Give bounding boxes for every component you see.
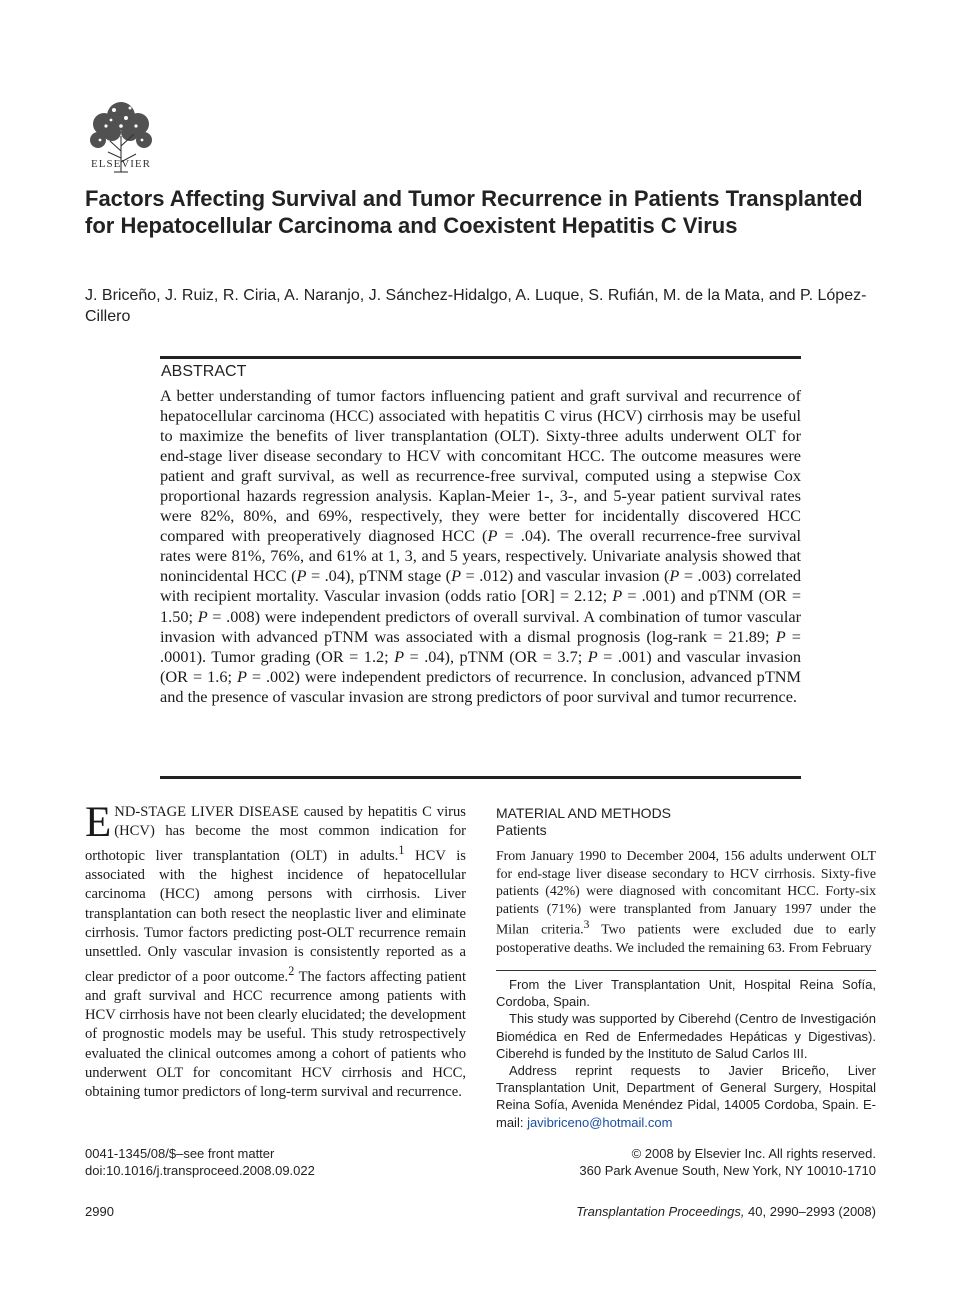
correspondence-note: Address reprint requests to Javier Briceño, Liver Transplantation Unit, Department of General Surgery, Hospital Reina Sofía, Avenida Menéndez Pidal, 14005 Cordoba, Spain. E-mail: javibriceno@hotmail.com — [496, 1063, 876, 1130]
lead-in-caps: ND-STAGE LIVER DISEASE — [114, 804, 299, 820]
reference-link[interactable]: 2 — [288, 964, 295, 979]
abstract-bottom-rule — [160, 776, 801, 779]
email-link[interactable]: javibriceno@hotmail.com — [527, 1114, 673, 1130]
abstract-heading: ABSTRACT — [161, 363, 247, 380]
reference-link[interactable]: 3 — [583, 919, 590, 932]
footnote-rule — [496, 970, 876, 971]
patients-paragraph: From January 1990 to December 2004, 156 adults underwent OLT for end-stage liver disease secondary to HCV cirrhosis. Sixty-five patients (42%) were diagnosed with concomitant HCC. Forty-six patients (71%) were transplanted from January 1997 under the Milan criteria.$^3$ Two patients were excluded due to early postoperative deaths. We included the remaining 63. From February — [496, 848, 876, 955]
funding-note: This study was supported by Ciberehd (Centro de Investigación Biomédica en Red de Enfermedades Hepáticas y Digestivas). Ciberehd is funded by the Instituto de Salud Carlos III. — [496, 1011, 876, 1061]
footnotes — [496, 976, 876, 1131]
copyright-block — [496, 1145, 876, 1179]
abstract-top-rule — [160, 356, 801, 359]
article-title: Factors Affecting Survival and Tumor Recurrence in Patients Transplanted for Hepatocellular Carcinoma and Coexistent Hepatitis C Virus — [85, 186, 863, 238]
publisher-wordmark: ELSEVIER — [91, 158, 151, 170]
issn-line: 0041-1345/08/$–see front matter — [85, 1146, 275, 1161]
doi-line[interactable]: doi:10.1016/j.transproceed.2008.09.022 — [85, 1163, 315, 1178]
abstract-body: A better understanding of tumor factors influencing patient and graft survival and recurrence of hepatocellular carcinoma (HCC) associated with hepatitis C virus (HCV) cirrhosis may be useful to maximize the benefits of liver transplantation (OLT). Sixty-three adults underwent OLT for end-stage liver disease secondary to HCV with concomitant HCC. The outcome measures were patient and graft survival, as well as recurrence-free survival, computed using a stepwise Cox proportional hazards regression analysis. Kaplan-Meier 1-, 3-, and 5-year patient survival rates were 82%, 80%, and 69%, respectively, they were better for incidentally discovered HCC compared with preoperatively diagnosed HCC (P = .04). The overall recurrence-free survival rates were 81%, 76%, and 61% at 1, 3, and 5 years, respectively. Univariate analysis showed that nonincidental HCC (P = .04), pTNM stage (P = .012) and vascular invasion (P = .003) correlated with recipient mortality. Vascular invasion (odds ratio [OR] = 2.12; P = .001) and pTNM (OR = 1.50; P = .008) were independent predictors of overall survival. A combination of tumor vascular invasion with advanced pTNM was associated with a dismal prognosis (log-rank = 21.89; P = .0001). Tumor grading (OR = 1.2; P = .04), pTNM (OR = 3.7; P = .001) and vascular invasion (OR = 1.6; P = .002) were independent predictors of recurrence. In conclusion, advanced pTNM and the presence of vascular invasion are strong predictors of poor survival and tumor recurrence. — [160, 386, 802, 706]
drop-cap: E — [85, 799, 112, 846]
reference-link[interactable]: 1 — [398, 843, 405, 858]
page-number: 2990 — [85, 1204, 114, 1219]
author-list: J. Briceño, J. Ruiz, R. Ciria, A. Naranjo, J. Sánchez-Hidalgo, A. Luque, S. Rufián, M. de la Mata, and P. López-Cillero — [85, 287, 867, 325]
publisher-address: 360 Park Avenue South, New York, NY 10010-1710 — [579, 1163, 876, 1178]
affiliation-note: From the Liver Transplantation Unit, Hospital Reina Sofía, Cordoba, Spain. — [496, 977, 876, 1010]
patients-subheading: Patients — [496, 822, 547, 838]
copyright-line: © 2008 by Elsevier Inc. All rights reserved. — [631, 1146, 876, 1161]
issn-block — [85, 1145, 465, 1179]
methods-heading: MATERIAL AND METHODS — [496, 805, 672, 821]
introduction-paragraph: END-STAGE LIVER DISEASE caused by hepatitis C virus (HCV) has become the most common indication for orthotopic liver transplantation (OLT) in adults.$^1$ HCV is associated with the highest incidence of hepatocellular carcinoma (HCC) among persons with cirrhosis. Liver transplantation can both resect the neoplastic liver and eliminate cirrhosis. Tumor factors predicting post-OLT recurrence remain unsettled. Only vascular invasion is consistently reported as a clear predictor of a poor outcome.$^2$ The factors affecting patient and graft survival and HCC recurrence among patients with HCV cirrhosis have not been clearly elucidated; the development of prognostic models may be useful. This study retrospectively evaluated the clinical outcomes among a cohort of patients who underwent OLT for concomitant HCV cirrhosis and HCC, obtaining tumor predictors of long-term survival and recurrence. — [85, 799, 466, 1100]
journal-citation: Transplantation Proceedings, 40, 2990–2993 (2008) — [576, 1204, 876, 1219]
